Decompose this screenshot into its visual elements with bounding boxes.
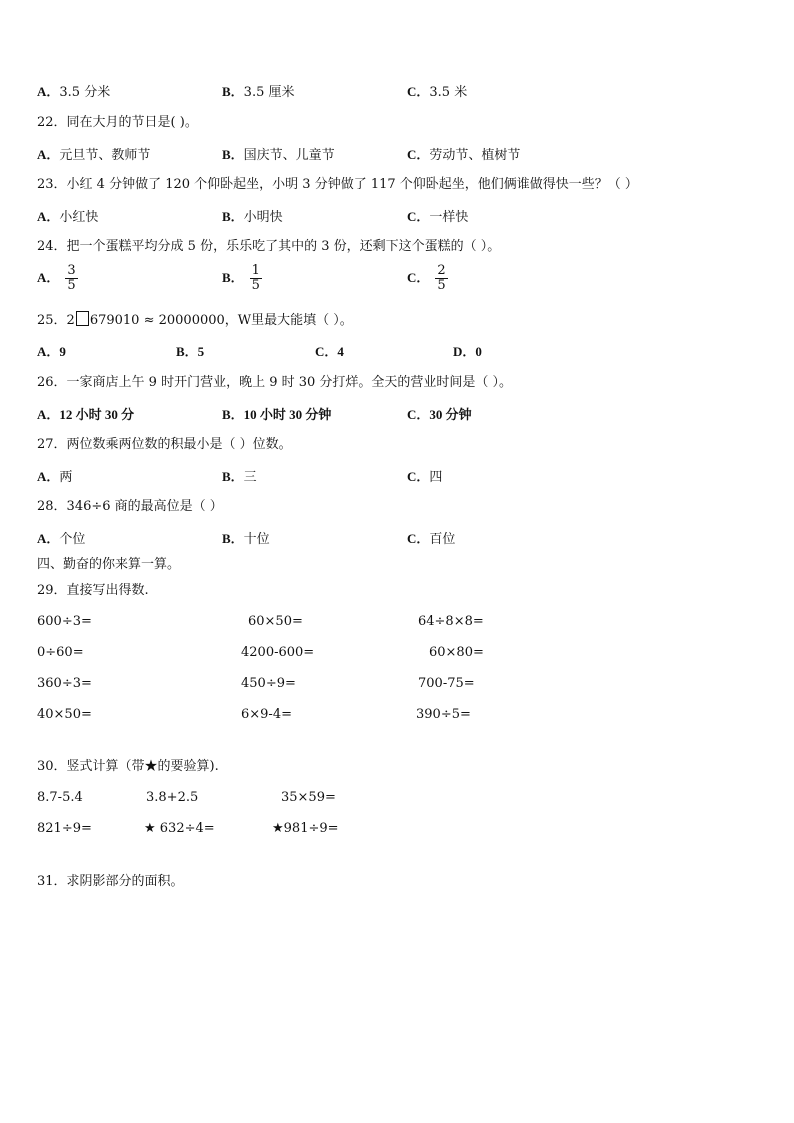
q29-calc: 40×50=	[37, 707, 92, 722]
fraction: $\frac{1}{5}$	[251, 263, 260, 293]
q27-option-c: C．四	[407, 469, 443, 485]
q21-option-b: B．3.5 厘米	[222, 84, 295, 100]
q29-calc: 600÷3=	[37, 614, 92, 629]
q21-option-c: C．3.5 米	[407, 84, 468, 100]
q22-option-c: C．劳动节、植树节	[407, 147, 521, 163]
q30-calc: 8.7-5.4	[37, 790, 83, 805]
q29-calc: 0÷60=	[37, 645, 84, 660]
q29-calc: 64÷8×8=	[418, 614, 484, 629]
q25-option-d: D．0	[453, 344, 482, 359]
q28-option-b: B．十位	[222, 531, 270, 547]
section-heading: 四、勤奋的你来算一算。	[37, 557, 181, 572]
q27-option-b: B．三	[222, 469, 257, 485]
q24-option-a: A． $\frac{3}{5}$	[37, 263, 76, 293]
q26-option-a: A．12 小时 30 分	[37, 407, 135, 422]
q26-stem: 26．一家商店上午 9 时开门营业，晚上 9 时 30 分打烊。全天的营业时间是（ ）。	[37, 375, 513, 390]
q29-calc: 360÷3=	[37, 676, 92, 691]
q31-stem: 31．求阴影部分的面积。	[37, 874, 184, 889]
q25-option-c: C．4	[315, 344, 344, 359]
q29-calc: 4200-600=	[241, 645, 315, 660]
q26-option-c: C．30 分钟	[407, 407, 472, 422]
q25-stem: 25．2 679010 ≈ 20000000，W里最大能填（ ）。	[37, 313, 353, 328]
q25-option-a: A．9	[37, 344, 66, 359]
q22-option-b: B．国庆节、儿童节	[222, 147, 335, 163]
q29-calc: 6×9-4=	[241, 707, 292, 722]
q29-stem: 29．直接写出得数.	[37, 583, 149, 598]
q22-stem: 22．同在大月的节日是( )。	[37, 115, 198, 130]
q30-calc: ★981÷9=	[272, 821, 339, 836]
q29-calc: 450÷9=	[241, 676, 296, 691]
blank-box-icon	[76, 311, 89, 326]
q25-option-b: B．5	[176, 344, 205, 359]
q21-option-a: A．3.5 分米	[37, 84, 111, 100]
q29-calc: 60×50=	[248, 614, 303, 629]
q22-option-a: A．元旦节、教师节	[37, 147, 151, 163]
q28-stem: 28．346÷6 商的最高位是（ ）	[37, 499, 223, 514]
q29-calc: 390÷5=	[416, 707, 471, 722]
q29-calc: 700-75=	[418, 676, 475, 691]
fraction: $\frac{2}{5}$	[437, 263, 446, 293]
q27-stem: 27．两位数乘两位数的积最小是（ ）位数。	[37, 437, 292, 452]
q30-calc: 821÷9=	[37, 821, 92, 836]
q28-option-a: A．个位	[37, 531, 86, 547]
q24-option-c: C． $\frac{2}{5}$	[407, 263, 446, 293]
q24-stem: 24．把一个蛋糕平均分成 5 份，乐乐吃了其中的 3 份，还剩下这个蛋糕的（ ）。	[37, 239, 501, 254]
q27-option-a: A．两	[37, 469, 73, 485]
q23-option-c: C．一样快	[407, 209, 469, 225]
q26-option-b: B．10 小时 30 分钟	[222, 407, 332, 422]
q23-option-a: A．小红快	[37, 209, 99, 225]
q28-option-c: C．百位	[407, 531, 456, 547]
fraction: $\frac{3}{5}$	[67, 263, 76, 293]
q23-stem: 23．小红 4 分钟做了 120 个仰卧起坐，小明 3 分钟做了 117 个仰卧起坐，他们俩谁做得快一些？（ ）	[37, 177, 638, 192]
q30-calc: 35×59=	[281, 790, 336, 805]
q24-option-b: B． $\frac{1}{5}$	[222, 263, 260, 293]
q30-calc: 3.8+2.5	[146, 790, 199, 805]
q30-calc: ★ 632÷4=	[144, 821, 215, 836]
q30-stem: 30．竖式计算（带★的要验算).	[37, 759, 219, 774]
q29-calc: 60×80=	[429, 645, 484, 660]
q23-option-b: B．小明快	[222, 209, 283, 225]
